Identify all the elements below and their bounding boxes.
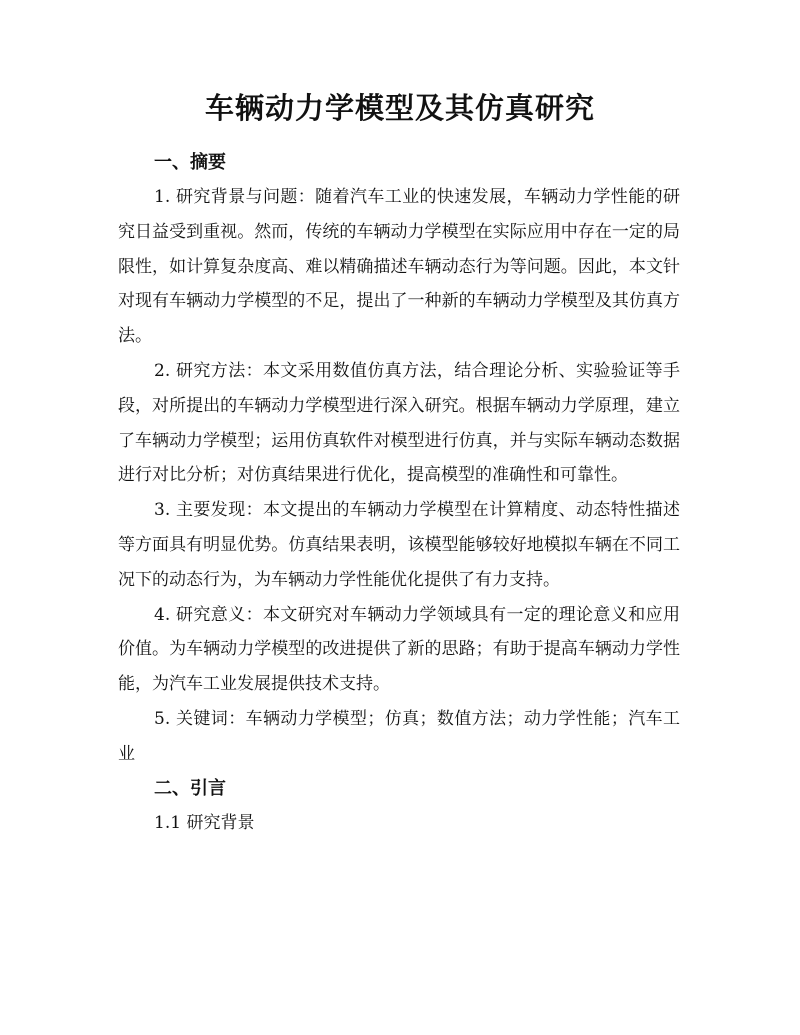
abstract-paragraph-method: 2. 研究方法：本文采用数值仿真方法，结合理论分析、实验验证等手段，对所提出的车辆动力学模型进行深入研究。根据车辆动力学原理，建立了车辆动力学模型；运用仿真软件对模型进行仿真，并与实际车辆动态数据进行对比分析；对仿真结果进行优化，提高模型的准确性和可靠性。 <box>118 360 680 486</box>
abstract-paragraph-findings: 3. 主要发现：本文提出的车辆动力学模型在计算精度、动态特性描述等方面具有明显优势。仿真结果表明，该模型能够较好地模拟车辆在不同工况下的动态行为，为车辆动力学性能优化提供了有力支持。 <box>118 500 680 590</box>
document-body <box>118 146 680 840</box>
section-heading-introduction: 二、引言 <box>154 777 226 799</box>
abstract-paragraph-background: 1. 研究背景与问题：随着汽车工业的快速发展，车辆动力学性能的研究日益受到重视。然而，传统的车辆动力学模型在实际应用中存在一定的局限性，如计算复杂度高、难以精确描述车辆动态行为等问题。因此，本文针对现有车辆动力学模型的不足，提出了一种新的车辆动力学模型及其仿真方法。 <box>118 187 680 347</box>
abstract-paragraph-keywords: 5. 关键词：车辆动力学模型；仿真；数值方法；动力学性能；汽车工业 <box>118 708 680 764</box>
section-heading-abstract: 一、摘要 <box>154 152 226 173</box>
document-title: 车辆动力学模型及其仿真研究 <box>204 91 595 125</box>
abstract-paragraph-significance: 4. 研究意义：本文研究对车辆动力学领域具有一定的理论意义和应用价值。为车辆动力学模型的改进提供了新的思路；有助于提高车辆动力学性能，为汽车工业发展提供技术支持。 <box>118 604 680 695</box>
subsection-heading-research-background: 1.1 研究背景 <box>154 812 255 833</box>
